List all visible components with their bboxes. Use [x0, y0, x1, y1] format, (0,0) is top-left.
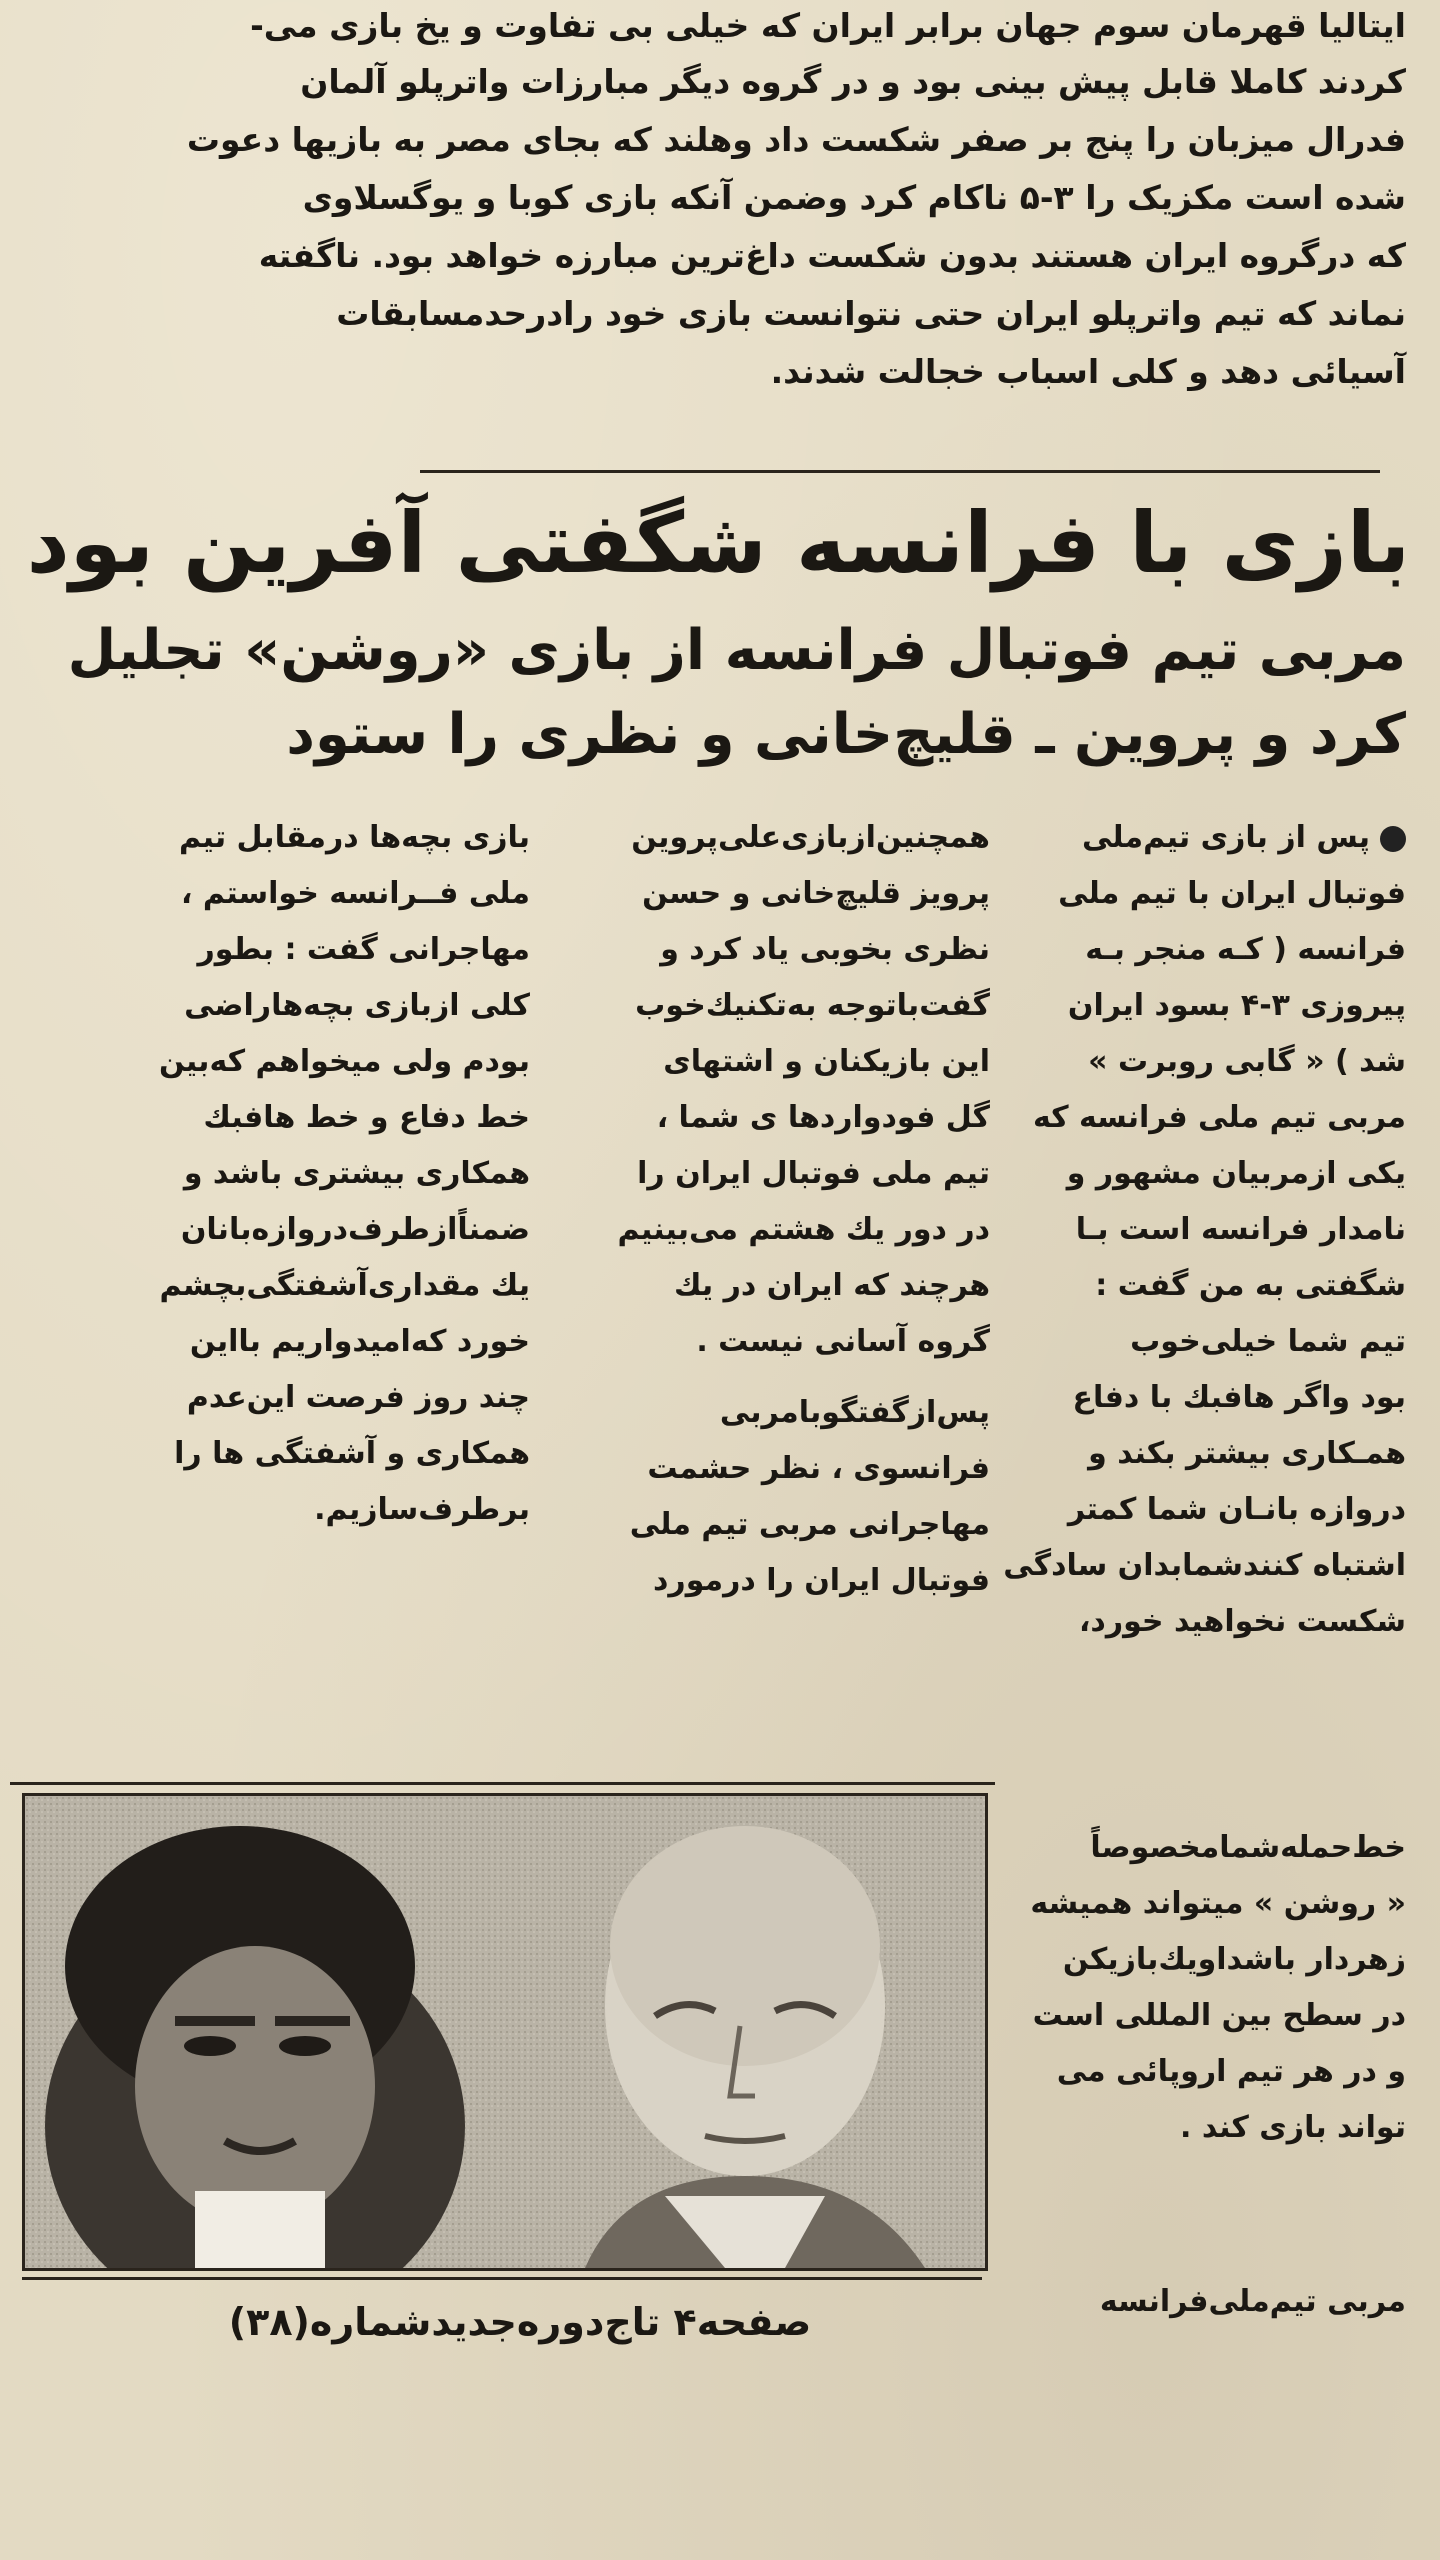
- photo-illustration: [25, 1796, 985, 2268]
- bullet-icon: [1380, 826, 1406, 852]
- column-line: خط دفاع و خط هافبك: [203, 1100, 530, 1135]
- column-line: و در هر تیم اروپائی می: [1056, 2054, 1406, 2089]
- column-line: پیروزی ۳-۴ بسود ایران: [1067, 988, 1406, 1023]
- column-line: در سطح بین المللی است: [1032, 1998, 1406, 2033]
- paragraph-line: شده است مکزیک را ۳-۵ ناکام کرد وضمن آنکه بازی کوبا و یوگسلاوی: [302, 178, 1406, 217]
- column-line: نامدار فرانسه است بـا: [1075, 1212, 1406, 1247]
- column-line: چند روز فرصت این‌عدم: [186, 1380, 530, 1415]
- column-line: این بازیکنان و اشتهای: [663, 1044, 990, 1079]
- players-photo: [22, 1793, 988, 2271]
- article-headline: بازی با فرانسه شگفتی آفرین بود: [26, 494, 1410, 592]
- column-line: بازی بچه‌ها درمقابل تیم: [179, 820, 530, 855]
- column-line: فوتبال ایران با تیم ملی: [1058, 876, 1406, 911]
- paragraph-line: که درگروه ایران هستند بدون شکست داغ‌ترین مبارزه خواهد بود. ناگفته: [258, 236, 1406, 275]
- column-line: پرویز قلیچ‌خانی و حسن: [642, 876, 990, 911]
- column-line: پس‌ازگفتگوبامربی: [719, 1395, 990, 1430]
- column-line: گل فودواردها ی شما ،: [656, 1100, 990, 1135]
- column-line: [995, 820, 1406, 855]
- column-line: اشتباه کنندشمابدان سادگی: [1003, 1548, 1406, 1583]
- column-line: در دور یك هشتم می‌بینیم: [617, 1212, 990, 1247]
- column-line: فوتبال ایران را درمورد: [653, 1563, 990, 1598]
- section-divider: [420, 470, 1380, 473]
- column-line: مهاجرانی گفت : بطور: [197, 932, 530, 967]
- column-line: یك مقداری‌آشفتگی‌بچشم: [159, 1268, 530, 1303]
- column-line: گروه آسانی نیست .: [696, 1324, 990, 1359]
- column-line: شد ) « گابی روبرت »: [1088, 1044, 1406, 1079]
- column-line: کلی ازبازی بچه‌هاراضی: [184, 988, 530, 1023]
- paragraph-line: کردند کاملا قابل پیش بینی بود و در گروه دیگر مبارزات واترپلو آلمان: [300, 62, 1406, 101]
- photo-bottom-rule: [22, 2277, 982, 2280]
- column-line: خورد که‌امیدواریم بااین: [189, 1324, 530, 1359]
- page-footer: صفحه۴ تاج‌دوره‌جدیدشماره(۳۸): [228, 2300, 812, 2344]
- column-line: مهاجرانی مربی تیم ملی: [629, 1507, 990, 1542]
- column-line: همکاری و آشفتگی ها را: [174, 1436, 530, 1471]
- subheadline-line: مربی تیم فوتبال فرانسه از بازی «روشن» تجلیل: [67, 618, 1406, 683]
- column-line: تواند بازی کند .: [1180, 2110, 1406, 2145]
- column-line: همـکاری بیشتر بکند و: [1088, 1436, 1406, 1471]
- paragraph-line: آسیائی دهد و کلی اسباب خجالت شدند.: [770, 352, 1406, 391]
- paragraph-line: ایتالیا قهرمان سوم جهان برابر ایران که خیلی بی تفاوت و یخ بازی می-: [250, 6, 1406, 45]
- column-line: زهردار باشداویك‌بازیکن: [1062, 1942, 1406, 1977]
- column-line: خط‌حمله‌شمامخصوصاً: [1090, 1830, 1406, 1865]
- column-line: دروازه بانـان شما کمتر: [1067, 1492, 1406, 1527]
- column-line: فرانسه ( کـه منجر بـه: [1085, 932, 1406, 967]
- column-line: ضمناً‌ازطرف‌دروازه‌بانان: [180, 1212, 530, 1247]
- paragraph-line: نماند که تیم واترپلو ایران حتی نتوانست بازی خود رادرحدمسابقات: [336, 294, 1406, 333]
- photo-top-rule: [10, 1782, 995, 1785]
- column-line: تیم شما خیلی‌خوب: [1130, 1324, 1406, 1359]
- paragraph-line: فدرال میزبان را پنج بر صفر شکست داد وهلند که بجای مصر به بازیها دعوت: [186, 120, 1406, 159]
- column-line: همچنین‌ازبازی‌علی‌پروین: [631, 820, 990, 855]
- column-line: بود واگر هافبك با دفاع: [1072, 1380, 1406, 1415]
- column-line-text: پس از بازی تیم‌ملی: [1081, 820, 1370, 855]
- column-line: « روشن » میتواند همیشه: [1030, 1886, 1406, 1921]
- column-line: گفت‌باتوجه به‌تکنیك‌خوب: [635, 988, 990, 1023]
- column-line: نظری بخوبی یاد کرد و: [660, 932, 990, 967]
- column-line: برطرف‌سازیم.: [314, 1492, 530, 1527]
- column-line: ملی فــرانسه خواستم ،: [181, 876, 530, 911]
- column-line: مربی تیم ملی فرانسه که: [1032, 1100, 1406, 1135]
- column-line: بودم ولی میخواهم که‌بین: [158, 1044, 530, 1079]
- column-line: شکست نخواهید خورد،: [1079, 1604, 1406, 1639]
- column-line: یکی ازمربیان مشهور و: [1066, 1156, 1406, 1191]
- column-line: همکاری بیشتری باشد و: [183, 1156, 530, 1191]
- byline-signature: مربی تیم‌ملی‌فرانسه: [1099, 2284, 1406, 2319]
- column-line: شگفتی به من گفت :: [1095, 1268, 1406, 1303]
- subheadline-line: کرد و پروین ـ قلیچ‌خانی و نظری را ستود: [286, 702, 1406, 767]
- column-line: فرانسوی ، نظر حشمت: [647, 1451, 990, 1486]
- column-line: تیم ملی فوتبال ایران را: [637, 1156, 990, 1191]
- column-line: هرچند که ایران در یك: [673, 1268, 990, 1303]
